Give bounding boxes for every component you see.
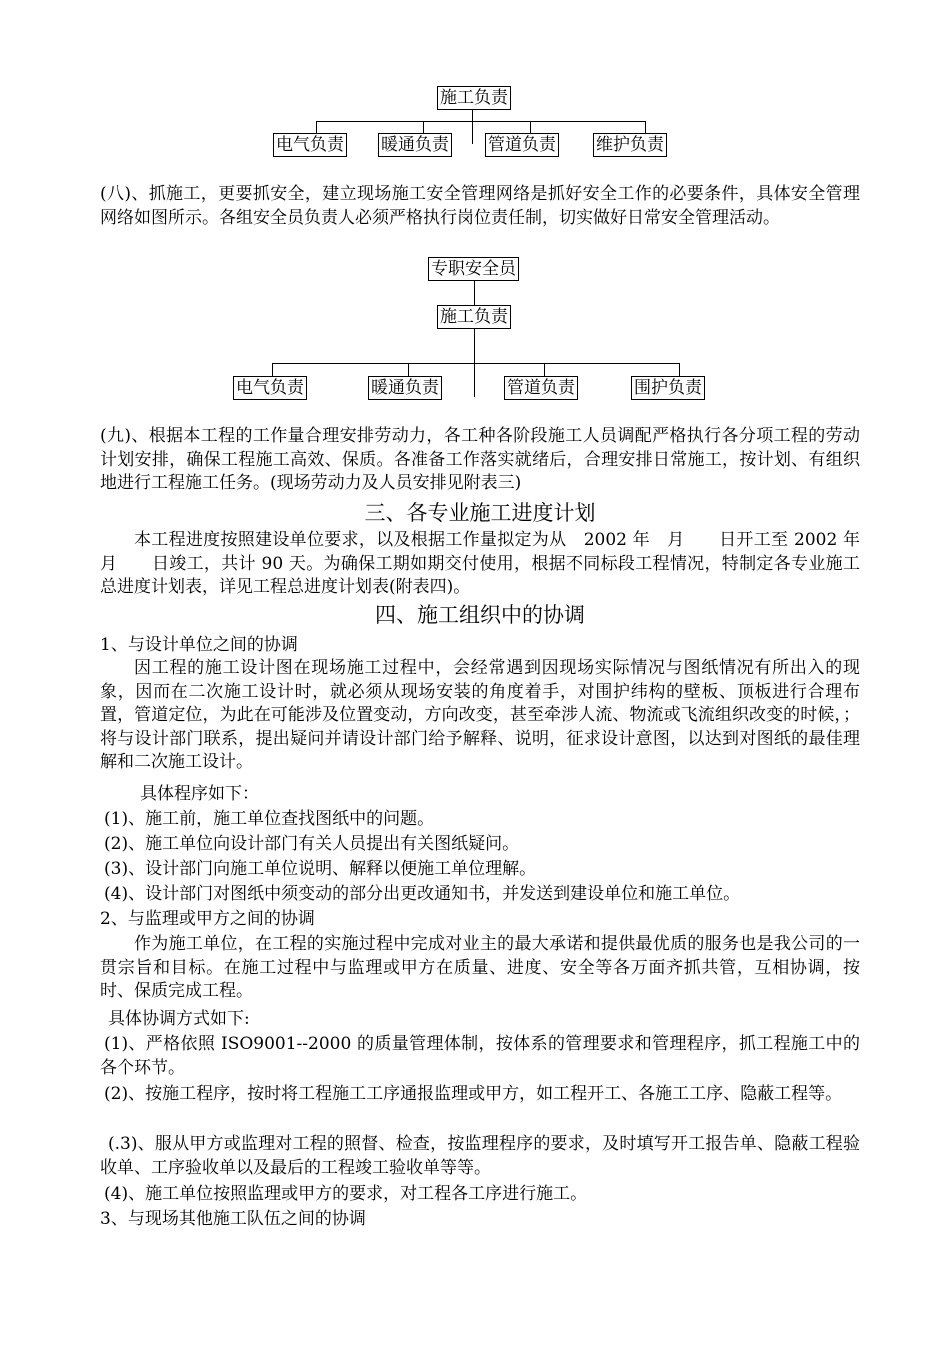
chart2-connector	[408, 363, 409, 376]
chart2-connector	[272, 363, 273, 376]
heading-4: 四、施工组织中的协调	[375, 603, 585, 627]
section-1-title: 1、与设计单位之间的协调	[100, 635, 298, 655]
section-1-item: (1)、施工前，施工单位查找图纸中的问题。	[104, 809, 435, 829]
chart1-connector	[645, 121, 646, 133]
chart1-connector	[316, 121, 317, 133]
chart1-child-box: 电气负责	[273, 133, 347, 157]
chart2-connector	[679, 363, 680, 376]
chart2-top-box: 专职安全员	[428, 257, 519, 281]
paragraph-schedule: 本工程进度按照建设单位要求，以及根据工作量拟定为从 2002 年 月 日开工至 2002 年 月 日竣工，共计 90 天。为确保工期如期交付使用，根据不同标段工程情况，特制定各专业施工总进度计划表，详见工程总进度计划表(附表四)。	[100, 530, 877, 597]
chart2-connector	[272, 363, 680, 364]
section-1-intro: 具体程序如下：	[140, 784, 259, 804]
section-2-item: (.3)、服从甲方或监理对工程的照督、检查，按监理程序的要求，及时填写开工报告单、隐蔽工程验收单、工序验收单以及最后的工程竣工验收单等等。	[100, 1134, 860, 1178]
section-1-item: (3)、设计部门向施工单位说明、解释以便施工单位理解。	[104, 859, 537, 879]
heading-3: 三、各专业施工进度计划	[364, 501, 596, 525]
paragraph-8: (八)、抓施工，更要抓安全，建立现场施工安全管理网络是抓好安全工作的必要条件，具体安全管理网络如图所示。各组安全员负责人必须严格执行岗位责任制，切实做好日常安全管理活动。	[100, 184, 860, 228]
section-3-title: 3、与现场其他施工队伍之间的协调	[100, 1209, 366, 1229]
chart1-top-box: 施工负责	[437, 86, 511, 110]
section-2-item: (1)、严格依照 ISO9001--2000 的质量管理体制，按体系的管理要求和管理程序，抓工程施工中的各个环节。	[100, 1034, 860, 1078]
section-2-item: (4)、施工单位按照监理或甲方的要求，对工程各工序进行施工。	[104, 1184, 588, 1204]
section-2-intro: 具体协调方式如下:	[108, 1009, 250, 1029]
chart2-child-box: 管道负责	[504, 376, 578, 400]
section-1-item: (4)、设计部门对图纸中须变动的部分出更改通知书，并发送到建设单位和施工单位。	[104, 884, 741, 904]
section-2-item: (2)、按施工程序，按时将工程施工工序通报监理或甲方，如工程开工、各施工工序、隐蔽工程等。	[104, 1084, 843, 1104]
chart2-connector	[474, 281, 475, 305]
chart1-child-box: 维护负责	[593, 133, 667, 157]
chart1-connector	[423, 121, 424, 133]
chart1-connector	[530, 121, 531, 133]
chart1-child-box: 暖通负责	[378, 133, 452, 157]
chart2-child-box: 电气负责	[233, 376, 307, 400]
section-1-body: 因工程的施工设计图在现场施工过程中，会经常遇到因现场实际情况与图纸情况有所出入的现象，因而在二次施工设计时，就必须从现场安装的角度着手，对围护纬构的壁板、顶板进行合理布置，管道定位，为此在可能涉及位置变动，方向改变，甚至牵涉人流、物流或飞流组织改变的时候，；将与设计部门联系，提出疑问并请设计部门给予解释、说明，征求设计意图，以达到对图纸的最佳理解和二次施工设计。	[100, 658, 860, 772]
chart2-child-box: 围护负责	[631, 376, 705, 400]
chart2-child-box: 暖通负责	[368, 376, 442, 400]
section-2-body: 作为施工单位，在工程的实施过程中完成对业主的最大承诺和提供最优质的服务也是我公司的一贯宗旨和目标。在施工过程中与监理或甲方在质量、进度、安全等各万面齐抓共管，互相协调，按时、保质完成工程。	[100, 934, 860, 1001]
paragraph-9: (九)、根据本工程的工作量合理安排劳动力，各工种各阶段施工人员调配严格执行各分项工程的劳动计划安排，确保工程施工高效、保质。各准备工作落实就绪后，合理安排日常施工，按计划、有组织地进行工程施工任务。(现场劳动力及人员安排见附表三)	[100, 426, 860, 493]
section-1-item: (2)、施工单位向设计部门有关人员提出有关图纸疑问。	[104, 834, 520, 854]
section-2-title: 2、与监理或甲方之间的协调	[100, 909, 315, 929]
chart1-child-box: 管道负责	[485, 133, 559, 157]
chart1-connector	[316, 121, 646, 122]
chart2-mid-box: 施工负责	[437, 305, 511, 329]
chart1-connector	[472, 110, 473, 144]
chart2-connector	[544, 363, 545, 376]
